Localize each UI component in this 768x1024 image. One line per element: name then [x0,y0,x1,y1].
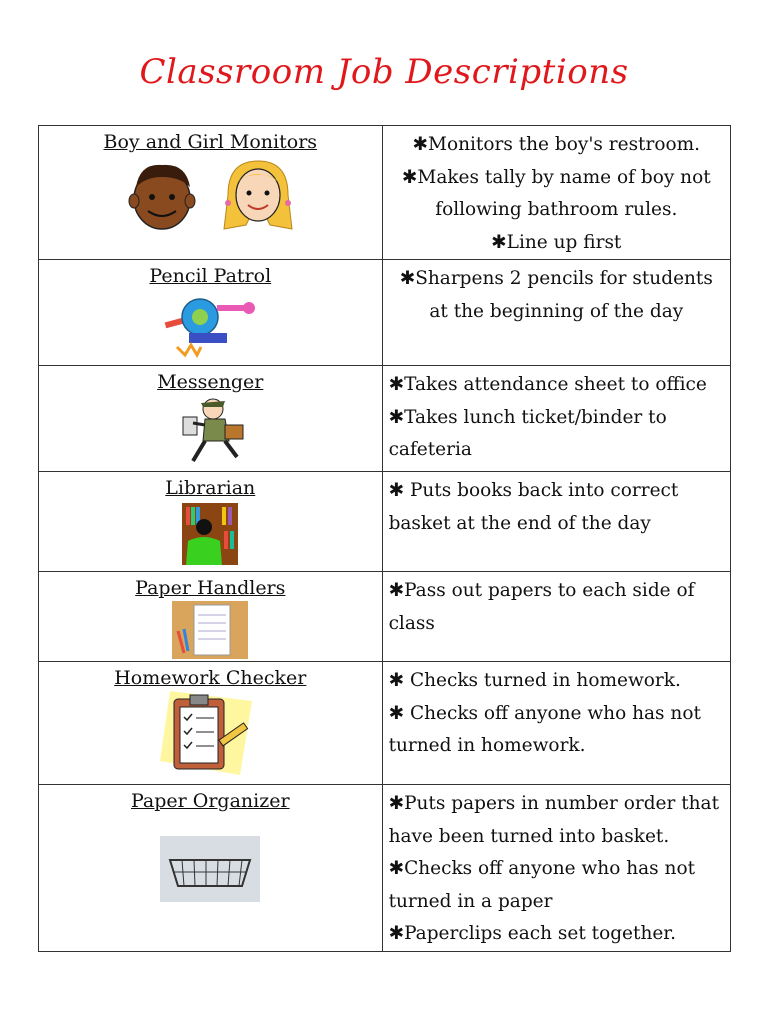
job-title: Paper Organizer [130,790,290,812]
running-mail-carrier-icon [165,395,255,467]
duty-line: ✱Line up first [491,231,622,253]
job-description-cell [382,662,730,785]
duty-line: ✱Checks off anyone who has not turned in a paper [388,858,696,912]
job-name-cell [39,785,383,952]
job-name-cell [39,472,383,572]
job-table [38,125,731,952]
job-title: Pencil Patrol [149,265,272,287]
job-description [383,662,730,763]
job-description [383,260,730,328]
duty-line: ✱Sharpens 2 pencils for students at the beginning of the day [399,268,713,322]
job-title: Boy and Girl Monitors [103,131,318,153]
duty-line: ✱Paperclips each set together. [388,923,676,944]
job-description [383,366,730,467]
page-title: Classroom Job Descriptions [139,52,629,92]
job-description-cell [382,126,730,260]
pencil-sharpener-icon [155,289,265,359]
job-description-cell [382,260,730,366]
job-title: Homework Checker [114,667,307,689]
duty-line: ✱Takes attendance sheet to office [388,374,707,395]
job-name-cell [39,662,383,785]
table-row [39,260,731,366]
duty-line: ✱ Checks off anyone who has not turned in homework. [388,702,701,756]
table-row [39,662,731,785]
job-description-cell [382,472,730,572]
job-name-cell [39,126,383,260]
job-description-cell [382,366,730,472]
job-title: Paper Handlers [135,577,286,599]
job-description [383,785,730,951]
job-description-cell [382,785,730,952]
job-name-cell [39,572,383,662]
child-at-bookshelf-icon [178,501,242,567]
duty-line: ✱Makes tally by name of boy not following bathroom rules. [401,166,711,220]
job-title: Messenger [157,371,264,393]
boy-and-girl-faces-icon [120,155,300,235]
wire-paper-basket-icon [160,836,260,902]
job-name-cell [39,366,383,472]
duty-line: ✱Monitors the boy's restroom. [412,134,701,155]
table-row [39,366,731,472]
job-description [383,572,730,640]
table-row [39,126,731,260]
job-name-cell [39,260,383,366]
duty-line: ✱ Checks turned in homework. [388,670,681,691]
paper-on-corkboard-icon [172,601,248,659]
table-row [39,785,731,952]
job-description [383,126,730,259]
duty-line: ✱Puts papers in number order that have been turned into basket. [388,793,720,847]
duty-line: ✱Takes lunch ticket/binder to cafeteria [388,406,667,460]
duty-line: ✱ Puts books back into correct basket at the end of the day [388,480,679,534]
duty-line: ✱Pass out papers to each side of class [388,580,695,634]
job-title: Librarian [165,477,256,499]
job-description [383,472,730,540]
job-description-cell [382,572,730,662]
clipboard-checklist-icon [160,691,260,775]
table-row [39,572,731,662]
table-row [39,472,731,572]
